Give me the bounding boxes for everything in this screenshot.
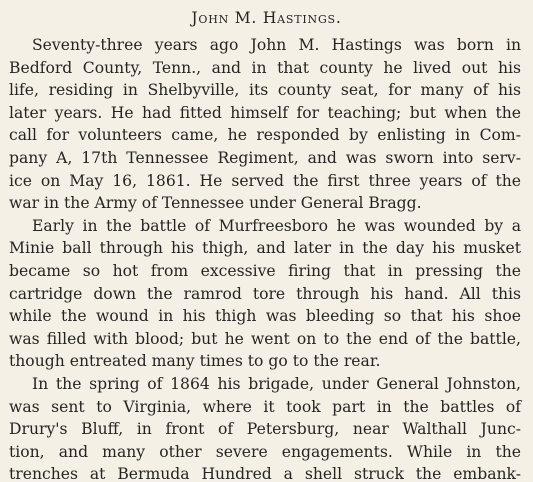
text-line: war in the Army of Tennessee under General Bragg. <box>9 194 422 213</box>
text-line: tion, and many other severe engagements. While in the <box>9 442 521 461</box>
text-line: became so hot from excessive firing that in pressing the <box>9 261 521 280</box>
article-body <box>0 34 533 482</box>
text-line: ice on May 16, 1861. He served the first three years of the <box>9 171 521 190</box>
text-line: life, residing in Shelbyville, its county seat, for many of his <box>9 81 521 100</box>
text-line: Bedford County, Tenn., and in that county he lived out his <box>9 58 521 77</box>
text-line: Early in the battle of Murfreesboro he was wounded by a <box>32 216 521 235</box>
text-line: pany A, 17th Tennessee Regiment, and was sworn into serv- <box>9 148 521 167</box>
text-line: In the spring of 1864 his brigade, under General Johnston, <box>32 374 521 393</box>
text-line: trenches at Bermuda Hundred a shell struck the embank- <box>9 465 521 482</box>
text-line: though entreated many times to go to the rear. <box>9 352 381 371</box>
text-line: was sent to Virginia, where it took part in the battles of <box>9 397 521 416</box>
text-line: later years. He had fitted himself for teaching; but when the <box>9 103 521 122</box>
page-title: John M. Hastings. <box>191 9 342 27</box>
text-line: call for volunteers came, he responded by enlisting in Com- <box>9 126 521 145</box>
text-line: while the wound in his thigh was bleeding so that his shoe <box>9 307 521 326</box>
text-line: Seventy-three years ago John M. Hastings was born in <box>32 36 521 54</box>
text-line: Drury's Bluff, in front of Petersburg, near Walthall Junc- <box>9 420 521 439</box>
text-line: cartridge down the ramrod tore through his hand. All this <box>9 284 521 303</box>
text-line: Minie ball through his thigh, and later in the day his musket <box>9 239 521 258</box>
text-line: was filled with blood; but he went on to the end of the battle, <box>9 329 521 348</box>
